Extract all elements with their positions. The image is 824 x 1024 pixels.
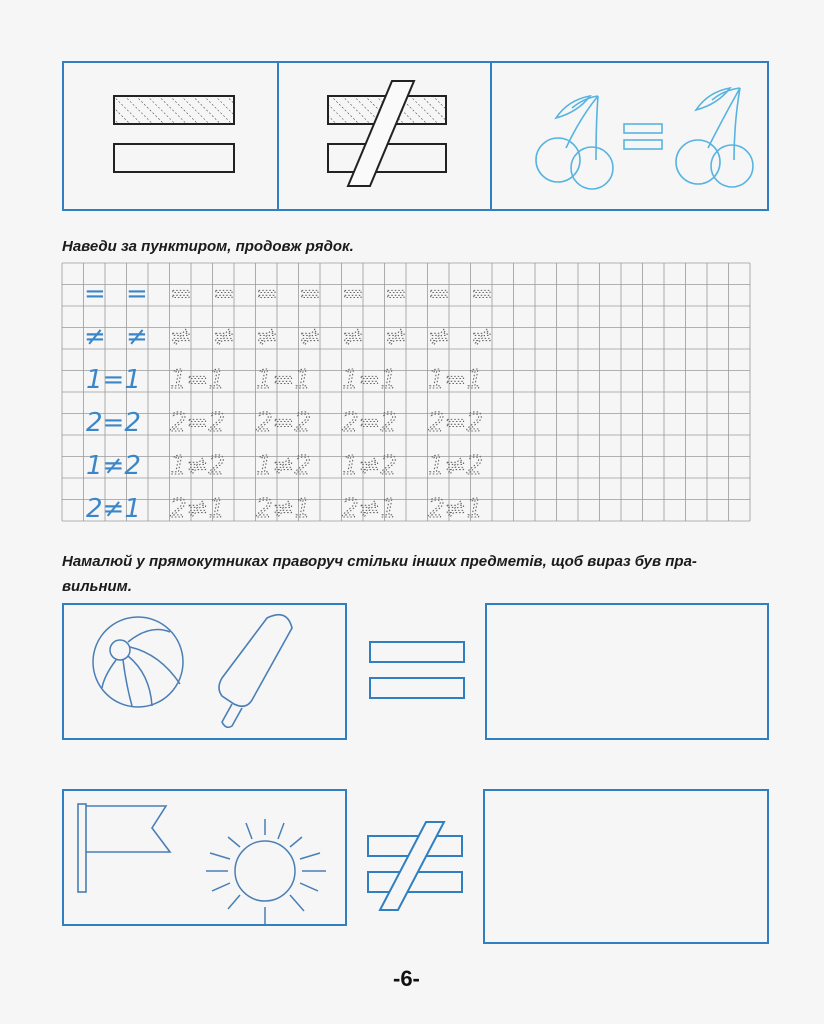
not-equal-sign-icon <box>322 76 452 191</box>
traced-expression[interactable]: 2≠1 <box>342 494 397 524</box>
drawing-answer-box-1[interactable] <box>485 603 769 740</box>
page-number: -6- <box>393 966 420 991</box>
traced-expression[interactable]: 2=2 <box>428 408 483 438</box>
panel-divider <box>277 61 279 211</box>
draw-instruction-line2: вильним. <box>62 578 132 595</box>
traced-expression[interactable]: 2=2 <box>342 408 397 438</box>
traced-symbol[interactable]: ≠ <box>299 322 321 352</box>
traced-expression[interactable]: 1≠2 <box>256 451 311 481</box>
model-symbol: ≠ <box>84 322 106 352</box>
model-symbol: = <box>126 279 148 309</box>
traced-expression[interactable]: 2=2 <box>170 408 225 438</box>
traced-symbol[interactable]: = <box>342 279 364 309</box>
traced-symbol[interactable]: = <box>385 279 407 309</box>
traced-symbol[interactable]: = <box>471 279 493 309</box>
model-symbol: = <box>84 279 106 309</box>
draw-instruction-line1: Намалюй у прямокутниках праворуч стільки інших предметів, щоб вираз був пра- <box>62 553 697 570</box>
traced-expression[interactable]: 2=2 <box>256 408 311 438</box>
drawing-answer-box-2[interactable] <box>483 789 769 944</box>
model-expression: 1=1 <box>86 365 141 395</box>
traced-symbol[interactable]: ≠ <box>428 322 450 352</box>
traced-expression[interactable]: 2≠1 <box>428 494 483 524</box>
traced-symbol[interactable]: = <box>213 279 235 309</box>
ball-icon <box>90 614 186 710</box>
not-equal-sign-icon <box>366 820 470 912</box>
cherries-icon <box>528 78 758 190</box>
traced-symbol[interactable]: ≠ <box>256 322 278 352</box>
model-expression: 1≠2 <box>86 451 141 481</box>
traced-expression[interactable]: 2≠1 <box>256 494 311 524</box>
traced-expression[interactable]: 1=1 <box>170 365 225 395</box>
traced-expression[interactable]: 1=1 <box>428 365 483 395</box>
equal-sign-icon <box>110 93 240 183</box>
traced-symbol[interactable]: = <box>170 279 192 309</box>
panel-divider <box>490 61 492 211</box>
traced-symbol[interactable]: = <box>256 279 278 309</box>
traced-symbol[interactable]: ≠ <box>385 322 407 352</box>
traced-symbol[interactable]: = <box>299 279 321 309</box>
traced-expression[interactable]: 1=1 <box>342 365 397 395</box>
traced-expression[interactable]: 2≠1 <box>170 494 225 524</box>
flag-icon <box>74 800 184 896</box>
trace-instruction: Наведи за пунктиром, продовж рядок. <box>62 238 354 255</box>
sun-icon <box>200 815 330 930</box>
traced-symbol[interactable]: ≠ <box>213 322 235 352</box>
tracing-grid <box>62 263 768 524</box>
traced-symbol[interactable]: = <box>428 279 450 309</box>
traced-expression[interactable]: 1≠2 <box>170 451 225 481</box>
traced-symbol[interactable]: ≠ <box>170 322 192 352</box>
popsicle-icon <box>212 610 302 735</box>
traced-expression[interactable]: 1≠2 <box>428 451 483 481</box>
traced-symbol[interactable]: ≠ <box>342 322 364 352</box>
traced-symbol[interactable]: ≠ <box>471 322 493 352</box>
traced-expression[interactable]: 1=1 <box>256 365 311 395</box>
traced-expression[interactable]: 1≠2 <box>342 451 397 481</box>
model-symbol: ≠ <box>126 322 148 352</box>
equal-sign-icon <box>368 640 468 710</box>
model-expression: 2=2 <box>86 408 141 438</box>
model-expression: 2≠1 <box>86 494 141 524</box>
